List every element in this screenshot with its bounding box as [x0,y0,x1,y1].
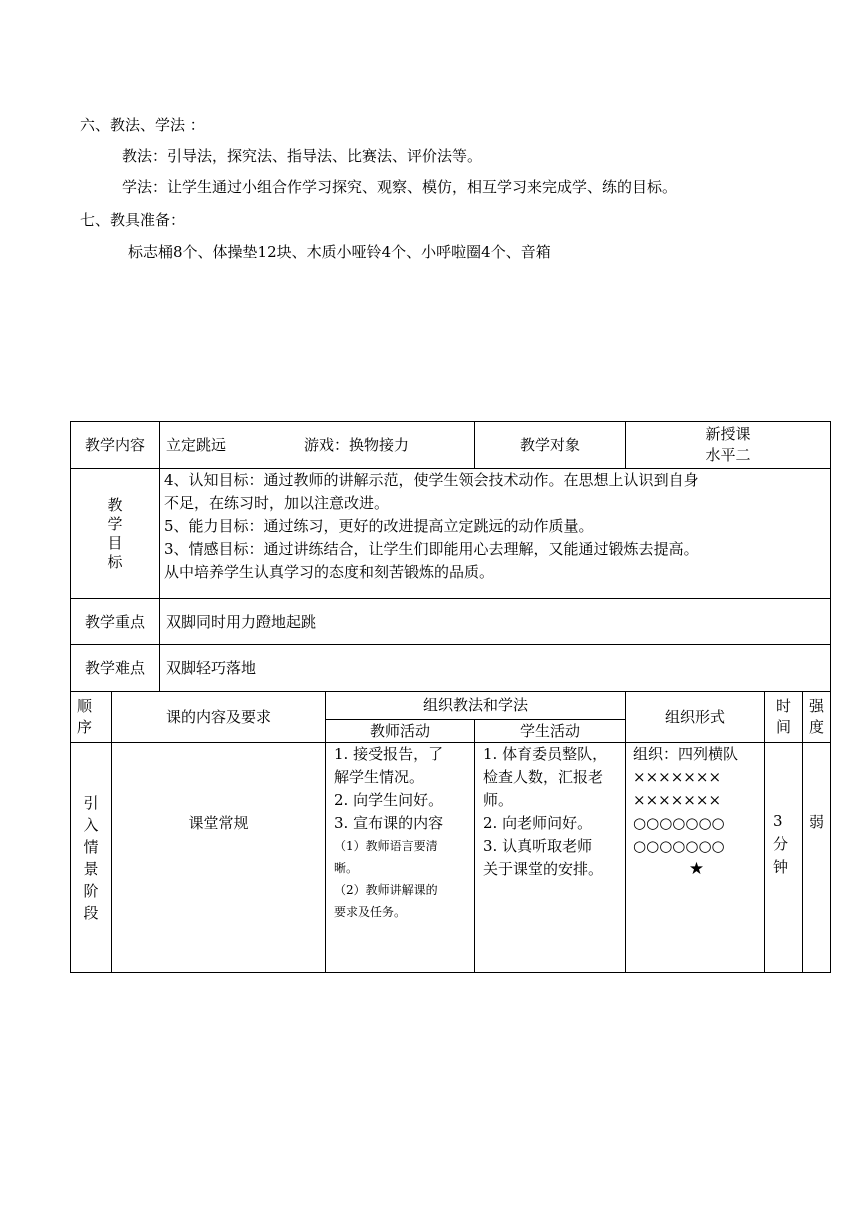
intensity-header-cell [803,692,831,743]
section-7-heading: 七、教具准备： [80,211,186,229]
time-header-char: 时 [776,697,792,715]
content-label: 教学内容 [85,436,146,454]
student-activity-line: 检查人数，汇报老 [483,768,604,786]
teacher-star-icon: ★ [688,859,705,879]
intensity-header-char: 度 [809,718,825,736]
teaching-method-text: 教法：引导法，探究法、指导法、比赛法、评价法等。 [122,147,483,165]
goals-label-char: 学 [107,514,123,533]
methods-header: 组织教法和学法 [423,696,529,715]
stage-label-char: 景 [83,859,99,878]
difficulty-value: 双脚轻巧落地 [166,659,257,677]
goals-line: 3、情感目标：通过讲练结合，让学生们即能用心去理解，又能通过锻炼去提高。 [164,540,699,558]
difficulty-label-cell [71,645,160,692]
student-header-cell [475,719,626,742]
stage-label-cell [71,743,112,973]
stage-label-char: 引 [83,793,99,812]
intro-time-char: 3 [773,812,783,830]
order-header-char: 顺 [77,697,93,715]
teacher-header-cell [326,719,475,742]
stage-label-char: 情 [83,837,99,856]
goals-line: 不足，在练习时，加以注意改进。 [164,494,390,512]
learning-method-text: 学法：让学生通过小组合作学习探究、观察、模仿，相互学习来完成学、练的目标。 [122,178,678,196]
student-activity-line: 关于课堂的安排。 [483,860,604,878]
student-activity-cell [475,743,626,973]
order-header-cell [71,692,112,743]
intro-time-char: 分 [773,835,789,853]
goals-line: 4、认知目标：通过教师的讲解示范，使学生领会技术动作。在思想上认识到自身 [164,471,699,489]
teacher-activity-line: 1. 接受报告，了 [334,745,444,763]
key-point-label: 教学重点 [85,612,146,631]
teacher-header: 教师活动 [370,721,431,740]
time-header-char: 间 [776,718,792,736]
goals-label-char: 标 [107,552,123,571]
teacher-activity-cell [326,743,475,973]
goals-line: 从中培养学生认真学习的态度和刻苦锻炼的品质。 [164,563,495,581]
teacher-activity-line: 2. 向学生问好。 [334,791,444,809]
intro-time-cell [765,743,803,973]
time-header-cell [765,692,803,743]
intro-intensity-cell [803,743,831,973]
intro-content-cell [112,743,326,973]
order-header-char: 序 [77,718,93,736]
student-activity-line: 1. 体育委员整队， [483,745,608,763]
form-row-circles: ○○○○○○○ [633,837,725,855]
content-header: 课的内容及要求 [166,708,272,726]
key-point-value: 双脚同时用力蹬地起跳 [166,612,317,631]
student-header: 学生活动 [520,721,581,740]
content-label-cell [71,422,160,469]
form-row-crosses: ××××××× [633,791,722,809]
teacher-activity-note: （1）教师语言要清 [334,839,438,853]
form-header-cell [626,692,765,743]
goals-content-cell [160,469,831,599]
intro-content: 课堂常规 [188,814,249,832]
content-value-b: 游戏：换物接力 [304,436,410,454]
stage-label-char: 段 [83,903,99,922]
content-value-a: 立定跳远 [166,436,227,454]
goals-line: 5、能力目标：通过练习，更好的改进提高立定跳远的动作质量。 [164,517,594,535]
form-header: 组织形式 [665,708,726,726]
difficulty-label: 教学难点 [85,659,146,677]
difficulty-value-cell [160,645,831,692]
lesson-plan-table [70,421,831,973]
teacher-activity-note: （2）教师讲解课的 [334,883,438,897]
teacher-activity-note: 要求及任务。 [334,905,407,919]
form-row-crosses: ××××××× [633,768,722,786]
teacher-activity-note: 晰。 [334,861,359,875]
goals-label-cell [71,469,160,599]
stage-label-char: 阶 [83,881,99,900]
key-point-value-cell [160,599,831,645]
target-value-line2: 水平二 [705,446,751,464]
intro-time-char: 钟 [773,858,789,876]
form-row-circles: ○○○○○○○ [633,814,725,832]
form-line: 组织：四列横队 [633,745,739,763]
stage-label-char: 入 [83,815,99,834]
student-activity-line: 3. 认真听取老师 [483,837,593,855]
key-point-label-cell [71,599,160,645]
target-label-cell [475,422,626,469]
goals-label-char: 目 [107,533,123,552]
teacher-activity-line: 3. 宣布课的内容 [334,814,444,832]
equipment-list-text: 标志桶8个、体操垫12块、木质小哑铃4个、小呼啦圈4个、音箱 [128,243,551,261]
target-value-line1: 新授课 [705,425,751,443]
student-activity-line: 师。 [483,791,514,809]
teacher-activity-line: 解学生情况。 [334,768,425,786]
goals-label-char: 教 [107,495,123,514]
section-6-heading: 六、教法、学法 ： [80,116,205,134]
form-cell [626,743,765,973]
intensity-header-char: 强 [809,697,825,715]
target-label: 教学对象 [520,436,581,454]
intro-intensity: 弱 [809,813,825,831]
student-activity-line: 2. 向老师问好。 [483,814,593,832]
methods-header-cell [326,692,626,720]
content-header-cell [112,692,326,743]
content-value-cell [160,422,475,469]
target-value-cell [626,422,831,469]
